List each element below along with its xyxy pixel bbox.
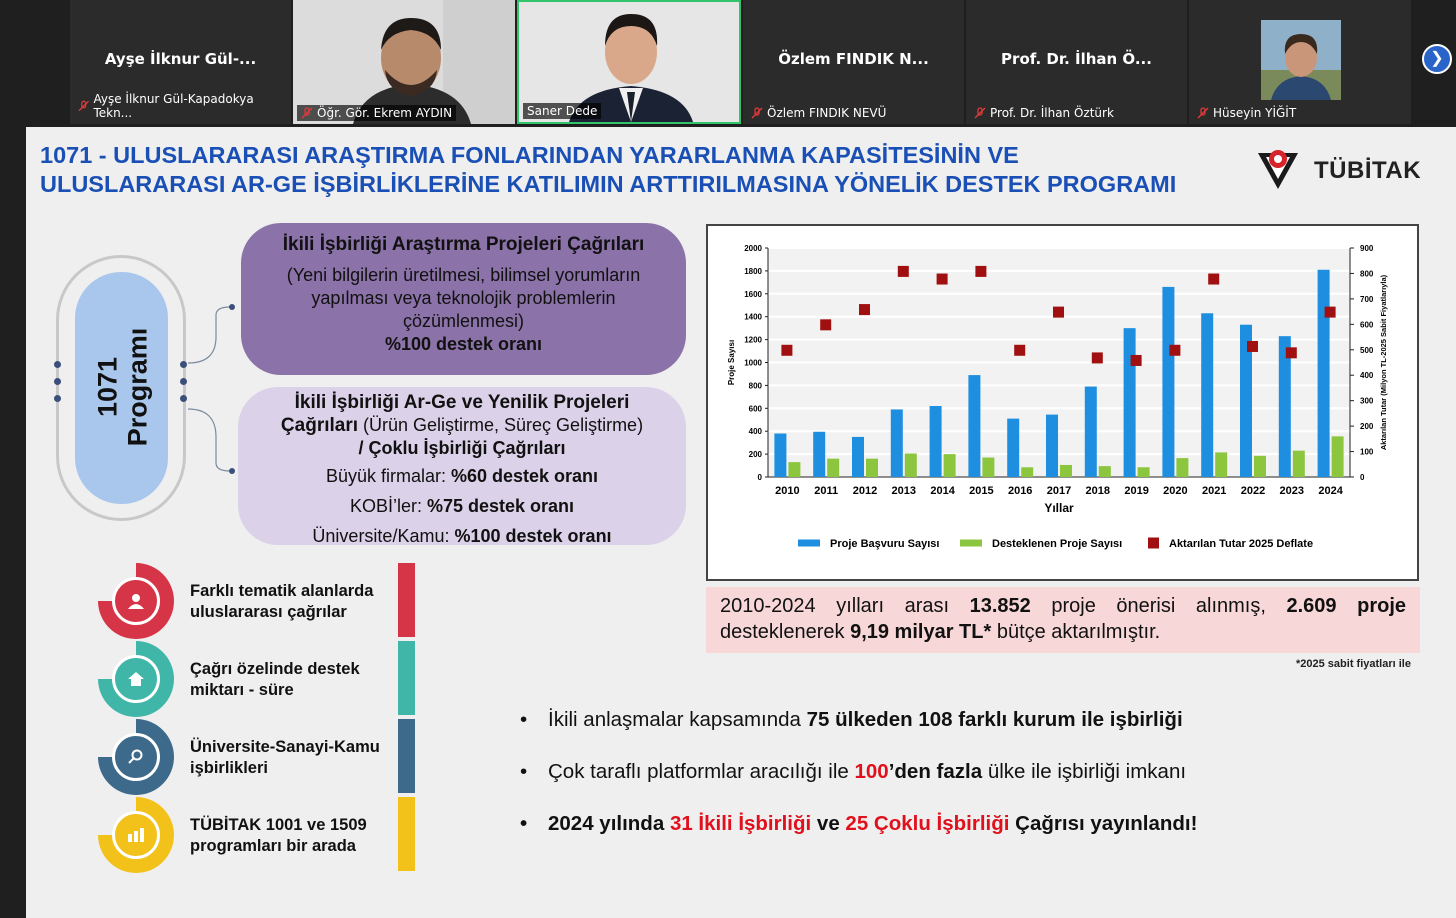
marker-transferred	[1169, 345, 1180, 356]
avatar	[1261, 20, 1341, 100]
bar-supported	[1293, 451, 1305, 477]
participant-label	[970, 105, 1118, 121]
presentation-slide	[26, 127, 1456, 918]
x-tick-label: 2017	[1046, 485, 1072, 497]
bullet-text: ülke ile işbirliği imkanı	[982, 760, 1187, 783]
bar-application	[1318, 270, 1330, 477]
bar-application	[1046, 415, 1058, 477]
home-icon	[112, 655, 160, 703]
bullet-bold: 75 ülkeden 108 farklı kurum ile işbirliği	[806, 708, 1183, 731]
bar-application	[1124, 328, 1136, 477]
footnote: *2025 sabit fiyatları ile	[1296, 658, 1411, 670]
rate-value: %100 destek oranı	[454, 526, 612, 546]
mic-off-icon	[1197, 107, 1209, 119]
y-tick-label: 400	[748, 427, 762, 437]
card2-title-rest: (Ürün Geliştirme, Süreç Geliştirme)	[358, 415, 644, 435]
card2-title	[238, 391, 686, 459]
card1-title: İkili İşbirliği Araştırma Projeleri Çağrıları	[282, 234, 645, 255]
bar-application	[813, 432, 825, 477]
slide-title-line1: 1071 - ULUSLARARASI ARAŞTIRMA FONLARINDAN YARARLANMA KAPASİTESİNİN VE	[40, 142, 1019, 168]
y-tick-label: 1200	[744, 335, 762, 345]
marker-transferred	[1131, 355, 1142, 366]
rate-value: %60 destek oranı	[450, 466, 599, 486]
bullet-text: ve	[811, 812, 846, 835]
marker-transferred	[820, 319, 831, 330]
marker-transferred	[1208, 274, 1219, 285]
participant-display-name: Özlem FINDIK N...	[778, 50, 929, 68]
bar-supported	[1332, 436, 1344, 477]
bullet-item	[520, 707, 1280, 733]
card1-body: (Yeni bilgilerin üretilmesi, bilimsel yorumların yapılması veya teknolojik problemlerin çözümlenmesi)	[286, 265, 641, 331]
bullet-text: Çağrısı yayınlandı!	[1009, 812, 1198, 835]
legend-label: Aktarılan Tutar 2025 Deflate	[1169, 538, 1314, 550]
y2-tick-label: 800	[1360, 269, 1374, 279]
feature-line: TÜBİTAK 1001 ve 1509	[190, 816, 367, 834]
y2-axis-label: Aktarılan Tutar (Milyon TL-2025 Sabit Fiyatlarıyla)	[1379, 274, 1388, 451]
rnd-projects-card	[238, 387, 686, 545]
summary-bold: 2.609 proje	[1286, 595, 1406, 617]
program-label-line2: Programı	[122, 327, 153, 447]
participant-display-name: Prof. Dr. İlhan Ö...	[1001, 50, 1152, 68]
rate-value: %75 destek oranı	[426, 496, 575, 516]
marker-transferred	[1286, 347, 1297, 358]
research-projects-card	[241, 223, 686, 375]
mic-off-icon	[974, 107, 986, 119]
project-chart	[708, 226, 1417, 579]
marker-transferred	[1092, 352, 1103, 363]
summary-box	[706, 587, 1420, 653]
bullet-text: 2024 yılında	[548, 812, 670, 835]
bar-supported	[1138, 467, 1150, 477]
bullet-list	[520, 707, 1280, 863]
bar-supported	[788, 462, 800, 477]
x-tick-label: 2013	[891, 485, 917, 497]
y2-tick-label: 0	[1360, 473, 1365, 482]
y2-tick-label: 200	[1360, 422, 1374, 432]
y-tick-label: 1000	[744, 358, 762, 368]
y-tick-label: 1800	[744, 266, 762, 276]
bullet-text: İkili anlaşmalar kapsamında	[548, 708, 807, 731]
x-tick-label: 2020	[1163, 485, 1188, 497]
participant-tile[interactable]	[293, 0, 515, 124]
rate-label: Üniversite/Kamu:	[312, 526, 455, 546]
feature-text	[190, 659, 360, 701]
participant-label	[74, 91, 291, 121]
next-participants-button[interactable]	[1422, 44, 1452, 74]
participant-strip	[0, 0, 1456, 126]
chevron-right-icon: ❯	[1430, 50, 1444, 67]
feature-item	[98, 719, 418, 795]
legend-swatch	[1148, 538, 1159, 549]
bullet-item	[520, 811, 1280, 837]
marker-transferred	[859, 304, 870, 315]
card1-rate: %100 destek oranı	[384, 334, 543, 354]
marker-transferred	[1325, 307, 1336, 318]
bar-application	[1162, 287, 1174, 477]
summary-text: 2010-2024 yılları arası	[720, 595, 970, 617]
bar-application	[852, 437, 864, 477]
bar-supported	[944, 454, 956, 477]
card2-title-bold: İkili İşbirliği Ar-Ge ve Yenilik Projeleri Çağrıları	[280, 392, 630, 436]
feature-color-bar	[398, 563, 415, 637]
bar-supported	[1099, 466, 1111, 477]
x-tick-label: 2012	[852, 485, 878, 497]
bar-application	[968, 375, 980, 477]
bar-supported	[827, 459, 839, 477]
feature-color-bar	[398, 719, 415, 793]
x-tick-label: 2023	[1279, 485, 1305, 497]
participant-tile[interactable]	[966, 0, 1187, 124]
bar-supported	[1215, 452, 1227, 477]
slide-title-line2: ULUSLARARASI AR-GE İŞBİRLİKLERİNE KATILIMIN ARTTIRILMASINA YÖNELİK DESTEK PROGRAMI	[40, 171, 1177, 197]
mic-off-icon	[301, 107, 313, 119]
search-icon	[112, 733, 160, 781]
marker-transferred	[975, 266, 986, 277]
bar-application	[1085, 387, 1097, 477]
x-axis-label: Yıllar	[1044, 501, 1074, 515]
x-tick-label: 2018	[1085, 485, 1111, 497]
y2-tick-label: 900	[1360, 244, 1374, 253]
x-tick-label: 2015	[969, 485, 994, 497]
participant-name: Ayşe İlknur Gül-Kapadokya Tekn...	[93, 92, 254, 120]
marker-transferred	[1014, 345, 1025, 356]
feature-line: Çağrı özelinde destek	[190, 660, 360, 678]
bar-application	[1007, 419, 1019, 477]
x-tick-label: 2010	[775, 485, 800, 497]
logo-text: TÜBİTAK	[1314, 157, 1422, 184]
y-axis-label: Proje Sayısı	[727, 339, 736, 386]
marker-transferred	[898, 266, 909, 277]
program-label	[76, 307, 168, 467]
y-tick-label: 600	[748, 404, 762, 414]
x-tick-label: 2022	[1240, 485, 1266, 497]
bar-application	[930, 406, 942, 477]
participant-label	[523, 103, 601, 119]
rate-university	[238, 525, 686, 548]
summary-text: desteklenerek	[720, 621, 851, 643]
program-label-line1: 1071	[92, 356, 123, 418]
decor-dots-left	[54, 361, 64, 412]
rate-large-firms	[238, 465, 686, 488]
x-tick-label: 2021	[1201, 485, 1227, 497]
x-tick-label: 2019	[1124, 485, 1149, 497]
y-tick-label: 1600	[744, 289, 762, 299]
bullet-bold: ’den fazla	[888, 760, 983, 783]
y2-tick-label: 700	[1360, 294, 1374, 304]
rate-label: Büyük firmalar:	[325, 466, 451, 486]
participant-tile[interactable]	[1189, 0, 1411, 124]
y-tick-label: 0	[757, 473, 762, 482]
x-tick-label: 2011	[814, 485, 839, 497]
summary-bold: 9,19 milyar TL*	[850, 621, 992, 643]
summary-bold: 13.852	[969, 595, 1031, 617]
bullet-item	[520, 759, 1280, 785]
feature-item	[98, 641, 418, 717]
participant-label	[297, 105, 456, 121]
y-tick-label: 200	[748, 450, 762, 460]
feature-text	[190, 815, 367, 857]
participant-name: Hüseyin YİĞİT	[1213, 106, 1297, 120]
bullet-red: 31 İkili İşbirliği	[669, 812, 812, 835]
bullet-red: 25 Çoklu İşbirliği	[845, 812, 1010, 835]
connector-lines	[186, 287, 246, 487]
bar-supported	[1021, 467, 1033, 477]
marker-transferred	[1247, 341, 1258, 352]
y2-tick-label: 500	[1360, 345, 1374, 355]
feature-line: işbirlikleri	[190, 759, 268, 777]
bar-supported	[905, 454, 917, 477]
rate-label: KOBİ’ler:	[349, 496, 427, 516]
bar-application	[1201, 313, 1213, 477]
bullet-red: 100	[854, 760, 889, 783]
chart-container	[706, 224, 1419, 581]
feature-line: Farklı tematik alanlarda	[190, 582, 374, 600]
bullet-text: Çok taraflı platformlar aracılığı ile	[548, 760, 855, 783]
feature-text	[190, 737, 380, 779]
card2-title-bold2: / Çoklu İşbirliği Çağrıları	[358, 438, 566, 458]
feature-color-bar	[398, 797, 415, 871]
feature-item	[98, 563, 418, 639]
participant-tile[interactable]	[743, 0, 964, 124]
bar-supported	[982, 458, 994, 477]
participant-tile-active[interactable]	[517, 0, 741, 124]
y-tick-label: 800	[748, 381, 762, 391]
participant-label	[1193, 105, 1300, 121]
bar-chart-icon	[112, 811, 160, 859]
y-tick-label: 1400	[744, 312, 762, 322]
marker-transferred	[937, 274, 948, 285]
x-tick-label: 2024	[1318, 485, 1343, 497]
participant-label	[747, 105, 890, 121]
x-tick-label: 2014	[930, 485, 955, 497]
marker-transferred	[781, 345, 792, 356]
mic-off-icon	[78, 100, 89, 112]
feature-line: miktarı - süre	[190, 681, 294, 699]
participant-name: Prof. Dr. İlhan Öztürk	[990, 106, 1114, 120]
participant-display-name: Ayşe İlknur Gül-...	[104, 50, 257, 68]
bar-supported	[1254, 456, 1266, 477]
legend-swatch	[960, 540, 982, 547]
feature-line: uluslararası çağrılar	[190, 603, 347, 621]
y2-tick-label: 400	[1360, 371, 1374, 381]
legend-swatch	[798, 540, 820, 547]
y2-tick-label: 300	[1360, 396, 1374, 406]
x-tick-label: 2016	[1007, 485, 1033, 497]
feature-line: Üniversite-Sanayi-Kamu	[190, 738, 380, 756]
participant-name: Öğr. Gör. Ekrem AYDIN	[317, 106, 453, 120]
marker-transferred	[1053, 307, 1064, 318]
legend-label: Proje Başvuru Sayısı	[830, 538, 940, 550]
people-icon	[112, 577, 160, 625]
rate-sme	[238, 495, 686, 518]
participant-name: Özlem FINDIK NEVÜ	[767, 106, 887, 120]
bar-supported	[1060, 465, 1072, 477]
bar-supported	[1176, 458, 1188, 477]
legend-label: Desteklenen Proje Sayısı	[992, 538, 1123, 550]
summary-text: proje önerisi alınmış,	[1030, 595, 1287, 617]
feature-item	[98, 797, 418, 873]
bar-application	[891, 409, 903, 477]
bar-supported	[866, 459, 878, 477]
summary-text: bütçe aktarılmıştır.	[991, 621, 1161, 643]
feature-color-bar	[398, 641, 415, 715]
y2-tick-label: 600	[1360, 320, 1374, 330]
participant-name: Saner Dede	[527, 104, 598, 118]
participant-tile[interactable]	[70, 0, 291, 124]
mic-off-icon	[751, 107, 763, 119]
feature-line: programları bir arada	[190, 837, 356, 855]
y-tick-label: 2000	[744, 244, 762, 253]
feature-text	[190, 581, 373, 623]
slide-title	[40, 141, 1260, 199]
bar-application	[774, 433, 786, 477]
y2-tick-label: 100	[1360, 447, 1374, 457]
